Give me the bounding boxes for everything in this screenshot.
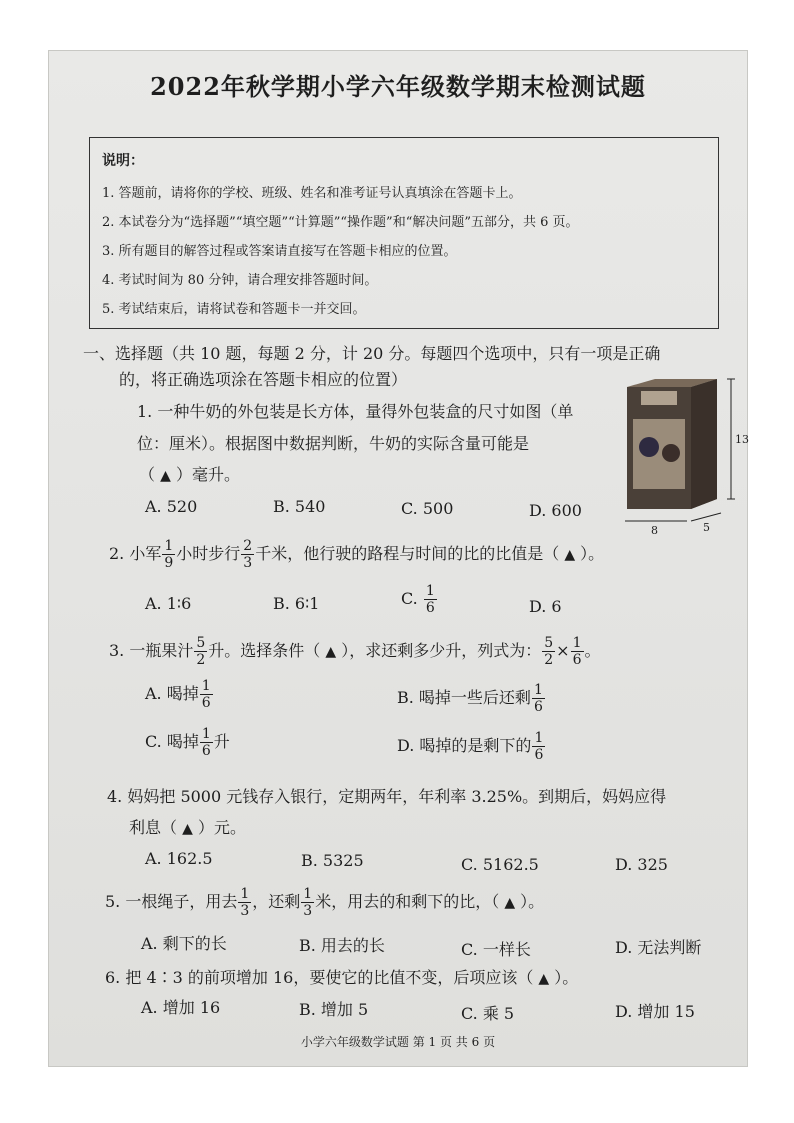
answer-blank-icon: ▲ (160, 468, 171, 484)
question-4-line: 4. 妈妈把 5000 元钱存入银行，定期两年，年利率 3.25%。到期后，妈妈应得 (107, 787, 667, 806)
answer-blank-icon: ▲ (182, 821, 193, 837)
instruction-item: 3. 所有题目的解答过程或答案请直接写在答题卡相应的位置。 (102, 244, 457, 259)
question-1-line: 位：厘米）。根据图中数据判断，牛奶的实际含量可能是 (137, 434, 530, 453)
answer-blank-icon: ▲ (564, 547, 576, 563)
option-c: C. 一样长 (461, 940, 531, 959)
option-a: A. 剩下的长 (141, 934, 227, 953)
option-c: C. 乘 5 (461, 1004, 515, 1023)
option-c: C. 500 (401, 499, 454, 518)
option-a: A. 增加 16 (141, 998, 221, 1017)
section-heading: 一、选择题（共 10 题，每题 2 分，计 20 分。每题四个选项中，只有一项是正确 (83, 344, 661, 363)
question-1-line: 1. 一种牛奶的外包装是长方体，量得外包装盒的尺寸如图（单 (137, 402, 574, 421)
instruction-item: 1. 答题前，请将你的学校、班级、姓名和准考证号认真填涂在答题卡上。 (102, 186, 522, 201)
option-c: C. 喝掉 $\frac{1}{6}$ 升 (145, 726, 230, 759)
option-d: D. 600 (529, 501, 582, 520)
question-1-line: （ ▲ ）毫升。 (139, 465, 240, 484)
option-a: A. 喝掉 $\frac{1}{6}$ (145, 678, 211, 711)
question-2-line: 2. 小军 $\frac{1}{9}$ 小时步行 $\frac{2}{3}$ 千米，他行驶的路程与时间的比的比值是（ ▲ ）。 (109, 538, 605, 571)
answer-blank-icon: ▲ (325, 644, 337, 660)
option-b: B. 喝掉一些后还剩 $\frac{1}{6}$ (397, 682, 543, 715)
option-b: B. 增加 5 (299, 1000, 369, 1019)
exam-sheet (48, 50, 748, 1067)
option-b: B. 用去的长 (299, 936, 385, 955)
question-4-line: 利息（ ▲ ）元。 (129, 818, 246, 837)
option-d: D. 喝掉的是剩下的 $\frac{1}{6}$ (397, 730, 544, 763)
option-c: C. 5162.5 (461, 855, 539, 874)
milk-box-figure (621, 381, 749, 541)
box-length-label: 8 (651, 524, 658, 537)
instruction-item: 2. 本试卷分为“选择题”“填空题”“计算题”“操作题”和“解决问题”五部分，共 6 页。 (102, 215, 579, 230)
option-d: D. 325 (615, 855, 668, 874)
option-a: A. 520 (145, 497, 198, 516)
option-b: B. 6∶1 (273, 594, 320, 613)
section-heading-cont: 的，将正确选项涂在答题卡相应的位置） (119, 370, 408, 389)
option-a: A. 1∶6 (145, 594, 192, 613)
page-footer: 小学六年级数学试题 第 1 页 共 6 页 (300, 1035, 496, 1049)
instructions-heading: 说明： (102, 153, 144, 169)
option-d: D. 增加 15 (615, 1002, 695, 1021)
option-d: D. 6 (529, 597, 562, 616)
answer-blank-icon: ▲ (538, 971, 550, 987)
option-c: C. $\frac{1}{6}$ (401, 583, 435, 616)
page-title: 2022年秋学期小学六年级数学期末检测试题 (150, 72, 646, 101)
option-a: A. 162.5 (145, 849, 213, 868)
box-width-label: 5 (703, 521, 710, 534)
question-6-line: 6. 把 4∶3 的前项增加 16，要使它的比值不变，后项应该（ ▲ ）。 (105, 968, 579, 987)
instruction-item: 5. 考试结束后，请将试卷和答题卡一并交回。 (102, 302, 366, 317)
answer-blank-icon: ▲ (504, 895, 516, 911)
box-height-label: 13 (735, 433, 749, 446)
instruction-item: 4. 考试时间为 80 分钟，请合理安排答题时间。 (102, 273, 378, 288)
question-3-line: 3. 一瓶果汁 $\frac{5}{2}$ 升。选择条件（ ▲ ），求还剩多少升，列式为： $\frac{5}{2}$ × $\frac{1}{6}$ 。 (109, 635, 601, 668)
option-b: B. 540 (273, 497, 326, 516)
instructions-box (89, 137, 719, 329)
option-d: D. 无法判断 (615, 938, 702, 957)
option-b: B. 5325 (301, 851, 364, 870)
question-5-line: 5. 一根绳子，用去 $\frac{1}{3}$ ，还剩 $\frac{1}{3}$ 米，用去的和剩下的比，（ ▲ ）。 (105, 886, 545, 919)
